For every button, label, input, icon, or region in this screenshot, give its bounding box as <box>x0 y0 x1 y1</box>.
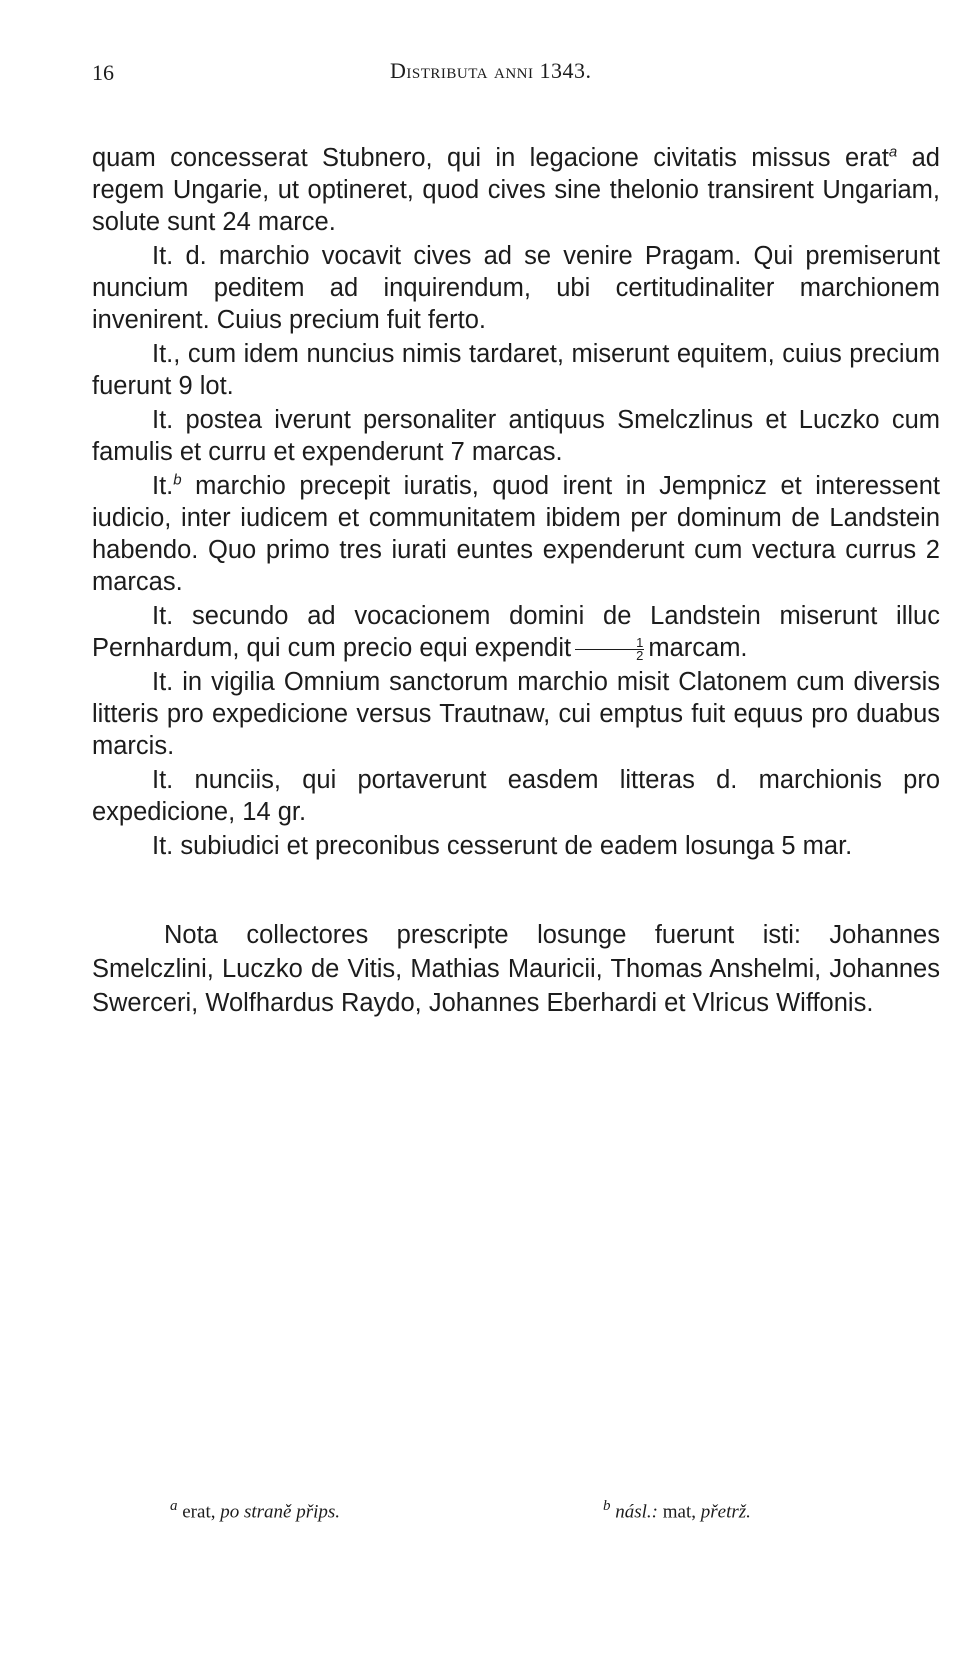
paragraph-9: It. subiudici et preconibus cesserunt de eadem losunga 5 mar. <box>152 832 853 860</box>
footnote-a: $^a$ erat, po straně přips. <box>170 1498 341 1523</box>
paragraph-8: It. nunciis, qui portaverunt easdem litteras d. marchionis pro expedicione, 14 gr. <box>92 766 940 826</box>
nota-paragraph: Nota collectores prescripte losunge fuerunt isti: Johannes Smelczlini, Luczko de Vitis, Mathias Mauricii, Thomas Anshelmi, Johannes Swerceri, Wolfhardus Raydo, Johannes Eberhardi et Vlricus Wiffonis. <box>92 921 940 1017</box>
paragraph-2: It. d. marchio vocavit cives ad se venire Pragam. Qui premiserunt nuncium peditem ad inquirendum, ubi certitudinaliter marchionem invenirent. Cuius precium fuit ferto. <box>92 242 940 334</box>
paragraph-7: It. in vigilia Omnium sanctorum marchio misit Clatonem cum diversis litteris pro expedicione versus Trautnaw, cui emptus fuit equus pro duabus marcis. <box>92 668 940 760</box>
main-text <box>92 142 940 864</box>
paragraph-3: It., cum idem nuncius nimis tardaret, miserunt equitem, cuius precium fuerunt 9 lot. <box>92 340 940 400</box>
running-title: Distributa anni 1343. <box>390 58 592 83</box>
paragraph-4: It. postea iverunt personaliter antiquus Smelczlinus et Luczko cum famulis et curru et expenderunt 7 marcas. <box>92 406 940 466</box>
paragraph-5: It.$^b$ marchio precepit iuratis, quod irent in Jempnicz et interessent iudicio, inter iudicem et communitatem ibidem per dominum de Landstein habendo. Quo primo tres iurati euntes expenderunt cum vectura currus 2 marcas. <box>92 471 940 596</box>
page-number: 16 <box>92 60 114 85</box>
fraction-one-half: $\frac{1}{2}$ <box>575 637 644 662</box>
paragraph-6: It. secundo ad vocacionem domini de Landstein miserunt illuc Pernhardum, qui cum precio equi expendit $\frac{1}{2}$ marcam. <box>92 602 940 663</box>
paragraph-1: quam concesserat Stubnero, qui in legacione civitatis missus erat$^a$ ad regem Ungarie, ut optineret, quod cives sine thelonio transirent Ungariam, solute sunt 24 marce. <box>92 143 940 236</box>
footnote-b: $^b$ násl.: mat, přetrž. <box>603 1498 751 1523</box>
